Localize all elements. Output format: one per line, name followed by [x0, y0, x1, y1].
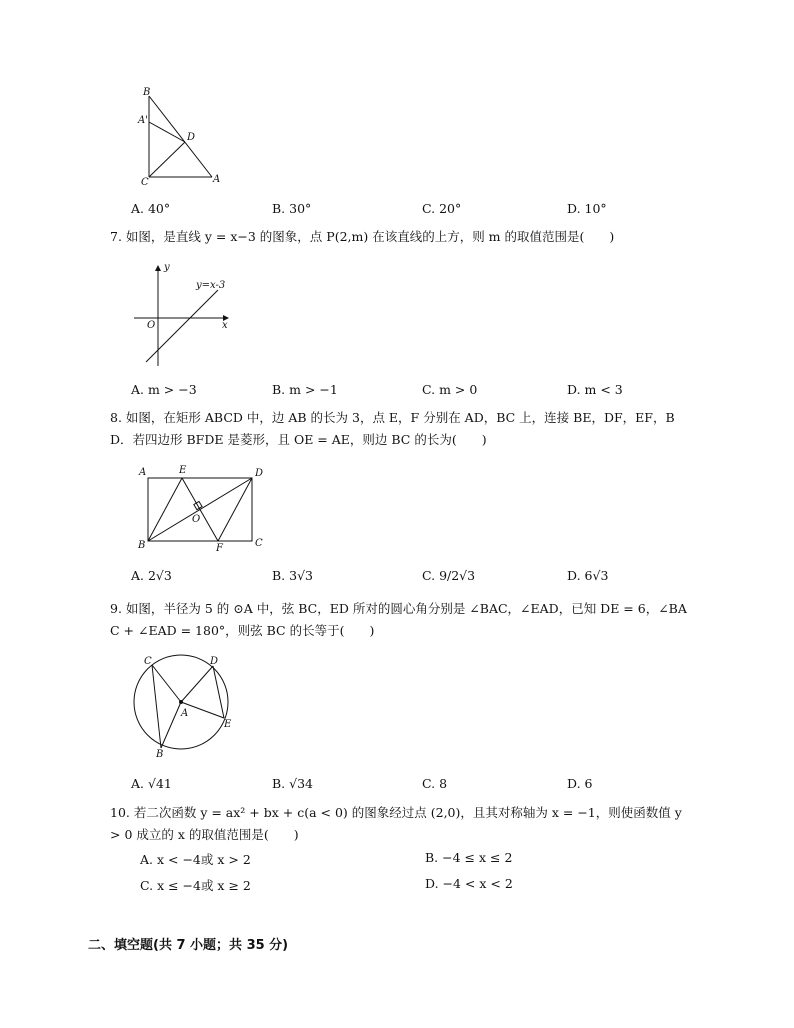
q8-rectangle-figure [134, 462, 269, 554]
q6-label-B: B [143, 87, 151, 98]
q9-option-d: D. 6 [567, 776, 593, 791]
q6-label-A-prime: A' [138, 115, 148, 126]
q8-label-A: A [139, 467, 147, 478]
q10-stem-line2: > 0 成立的 x 的取值范围是( ) [110, 827, 299, 842]
q9-option-b: B. √34 [272, 776, 314, 791]
q7-line-graph [130, 258, 240, 370]
q8-stem-line2: D．若四边形 BFDE 是菱形，且 OE = AE，则边 BC 的长为( ) [110, 432, 487, 447]
q10-option-c: C. x ≤ −4或 x ≥ 2 [140, 878, 251, 893]
q8-option-a: A. 2√3 [131, 568, 172, 583]
q6-triangle-figure [135, 84, 230, 189]
q7-label-line: y=x-3 [196, 280, 226, 291]
q7-label-y: y [164, 262, 170, 273]
q6-label-A: A [213, 174, 221, 185]
q10-option-b: B. −4 ≤ x ≤ 2 [425, 850, 513, 865]
q7-stem: 7. 如图，是直线 y = x−3 的图象，点 P(2,m) 在该直线的上方，则 m 的取值范围是( ) [110, 229, 615, 244]
q8-label-B: B [138, 540, 146, 551]
section-heading-fill-in: 二、填空题(共 7 小题；共 35 分) [88, 938, 289, 953]
q8-option-b: B. 3√3 [272, 568, 314, 583]
q9-label-B: B [156, 749, 164, 760]
q9-option-c: C. 8 [422, 776, 448, 791]
q8-option-d: D. 6√3 [567, 568, 609, 583]
q9-stem-line2: C + ∠EAD = 180°，则弦 BC 的长等于( ) [110, 623, 375, 638]
q9-label-C: C [144, 656, 152, 667]
q9-label-D: D [210, 656, 219, 667]
q8-label-D: D [255, 468, 264, 479]
q9-label-E: E [224, 719, 232, 730]
q6-label-D: D [187, 132, 196, 143]
q10-stem-line1: 10. 若二次函数 y = ax² + bx + c(a < 0) 的图象经过点 (2,0)，且其对称轴为 x = −1，则使函数值 y [110, 805, 682, 820]
q6-label-C: C [141, 177, 149, 188]
q7-label-x: x [222, 320, 228, 331]
q6-option-c: C. 20° [422, 201, 462, 216]
q10-option-a: A. x < −4或 x > 2 [140, 852, 251, 867]
q6-option-b: B. 30° [272, 201, 312, 216]
q6-option-d: D. 10° [567, 201, 607, 216]
q6-option-a: A. 40° [131, 201, 171, 216]
q8-stem-line1: 8. 如图，在矩形 ABCD 中，边 AB 的长为 3，点 E，F 分别在 AD，BC 上，连接 BE，DF，EF，B [110, 410, 675, 425]
q8-label-F: F [216, 543, 223, 554]
q10-option-d: D. −4 < x < 2 [425, 876, 513, 891]
q9-circle-figure [128, 652, 240, 760]
q9-label-A: A [181, 708, 189, 719]
q8-option-c: C. 9/2√3 [422, 568, 476, 583]
q9-stem-line1: 9. 如图，半径为 5 的 ⊙A 中，弦 BC，ED 所对的圆心角分别是 ∠BAC，∠EAD，已知 DE = 6，∠BA [110, 601, 687, 616]
q7-option-d: D. m < 3 [567, 382, 623, 397]
q7-option-b: B. m > −1 [272, 382, 338, 397]
q8-label-C: C [255, 538, 263, 549]
q8-label-E: E [179, 465, 187, 476]
q7-label-origin: O [147, 320, 156, 331]
q7-option-a: A. m > −3 [131, 382, 197, 397]
q9-option-a: A. √41 [131, 776, 172, 791]
q8-label-O: O [192, 514, 201, 525]
q7-option-c: C. m > 0 [422, 382, 478, 397]
